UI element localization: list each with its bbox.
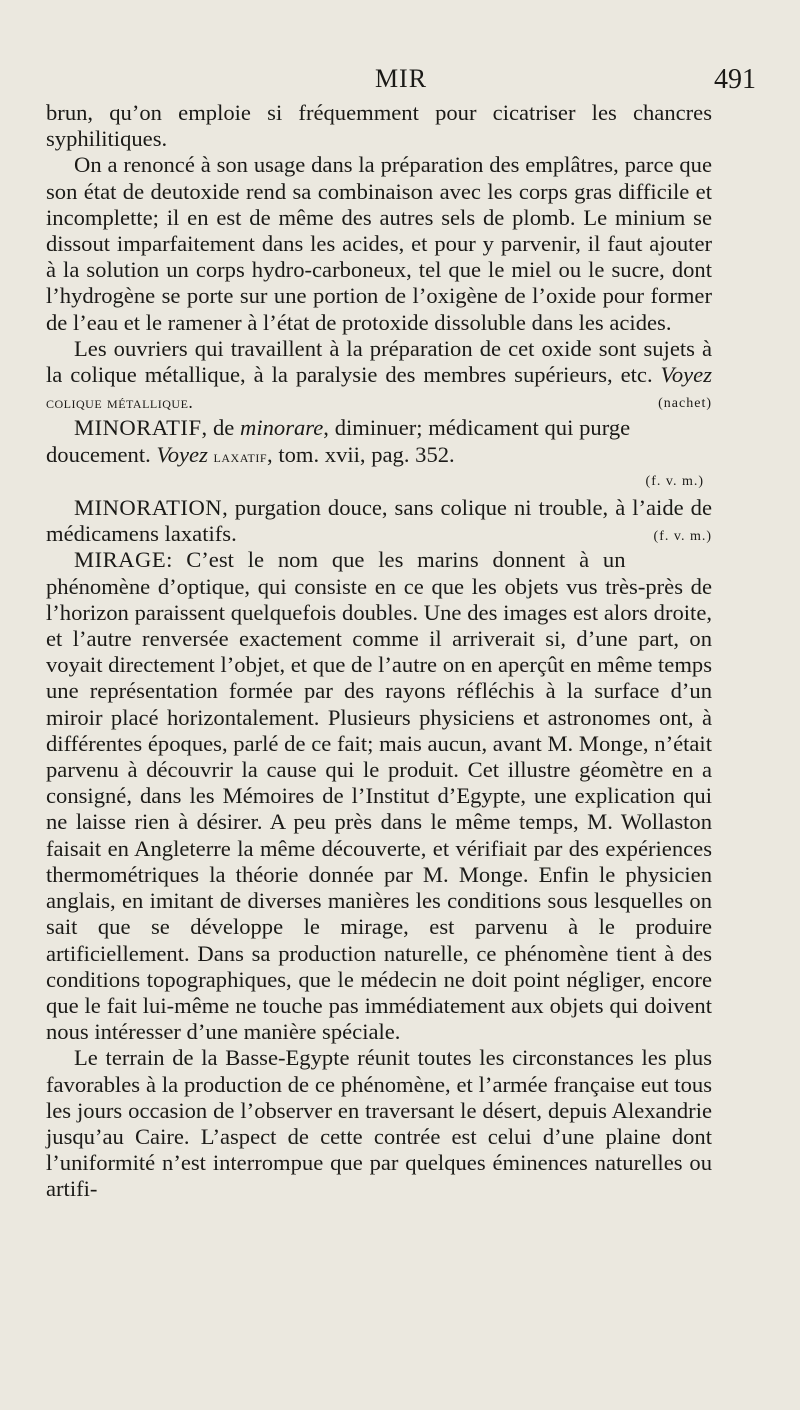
voyez-reference: Voyez [156, 441, 208, 467]
entry-text: , tom. xvii, pag. 352. [267, 441, 455, 467]
ouvriers-text: Les ouvriers qui travaillent à la préparation de cet oxide sont sujets à la colique métallique, à la paralysie des membres supérieurs, etc. [46, 335, 712, 388]
cross-reference: laxatif [213, 445, 268, 466]
paragraph-ouvriers [46, 336, 712, 416]
entry-text: , diminuer; médicament qui purge doucement. [46, 415, 631, 467]
entry-minoration [46, 495, 712, 547]
author-credit: (f. v. m.) [645, 473, 704, 489]
running-head: MIR [374, 64, 428, 93]
headword: MINORATION [74, 495, 223, 521]
etymon: minorare [240, 415, 324, 441]
headword: MINORATIF [74, 415, 202, 441]
entry-text: , de [201, 415, 235, 441]
cross-reference: colique métallique. [46, 392, 194, 413]
body-text [46, 100, 712, 1203]
author-credit: (nachet) [658, 396, 712, 412]
paragraph-basse-egypte: Le terrain de la Basse-Egypte réunit toutes les circonstances les plus favorables à la production de ce phénomène, et l’armée française eut tous les jours occasion de l’observer en traversant le désert, depuis Alexandrie jusqu’au Caire. L’aspect de cette contrée est celui d’une plaine dont l’uniformité n’est interrompue que par quelques éminences naturelles ou artifi- [46, 1045, 712, 1202]
page-header [46, 64, 756, 104]
paragraph-continuation: brun, qu’on emploie si fréquemment pour cicatriser les chancres syphilitiques. [46, 100, 712, 152]
author-credit: (f. v. m.) [653, 529, 712, 545]
headword: MIRAGE [74, 547, 167, 573]
entry-text: : C’est le nom que les marins donnent à un phénomène d’optique, qui consiste en ce que les objets vus très-près de l’horizon paraissent quelquefois doubles. Une des images est alors droite, et l’autre renversée exactement comme il arriverait si, d’une part, on voyait directement l’objet, et que de l’autre on en aperçût en même temps une représentation formée par des rayons réfléchis à la surface d’un miroir placé horizontalement. Plusieurs physiciens et astronomes ont, à différentes époques, parlé de ce fait; mais aucun, avant M. Monge, n’était parvenu à découvrir la cause qui le produit. Cet illustre géomètre en a consigné, dans les Mémoires de l’Institut d’Egypte, une explication qui ne laisse rien à désirer. A peu près dans le même temps, M. Wollaston faisait en Angleterre la même découverte, et vérifiait par des expériences thermométriques la théorie donnée par M. Monge. Enfin le physicien anglais, en imitant de diverses manières les conditions sous lesquelles on sait que se développe le mirage, est parvenu à le produire artificiellement. Dans sa production naturelle, ce phénomène tient à des conditions topographiques, que le médecin ne doit point négliger, encore que le fait lui-même ne touche pas immédiatement aux objets qui doivent nous intéresser d’une manière spéciale. [46, 547, 712, 1045]
entry-mirage [46, 547, 712, 1045]
entry-text: , purgation douce, sans colique ni trouble, à l’aide de médicamens laxatifs. [46, 495, 712, 547]
voyez-reference: Voyez [660, 362, 712, 388]
page-number: 491 [714, 64, 756, 95]
paragraph-minium: On a renoncé à son usage dans la préparation des emplâtres, parce que son état de deutoxide rend sa combinaison avec les corps gras difficile et incomplette; il en est de même des autres sels de plomb. Le minium se dissout imparfaitement dans les acides, et pour y parvenir, il faut ajouter à la solution un corps hydro-carboneux, tel que le miel ou le sucre, dont l’hydrogène se porte sur une portion de l’oxigène de l’oxide pour former de l’eau et le ramener à l’état de protoxide dissoluble dans les acides. [46, 152, 712, 335]
entry-minoratif [46, 415, 712, 468]
